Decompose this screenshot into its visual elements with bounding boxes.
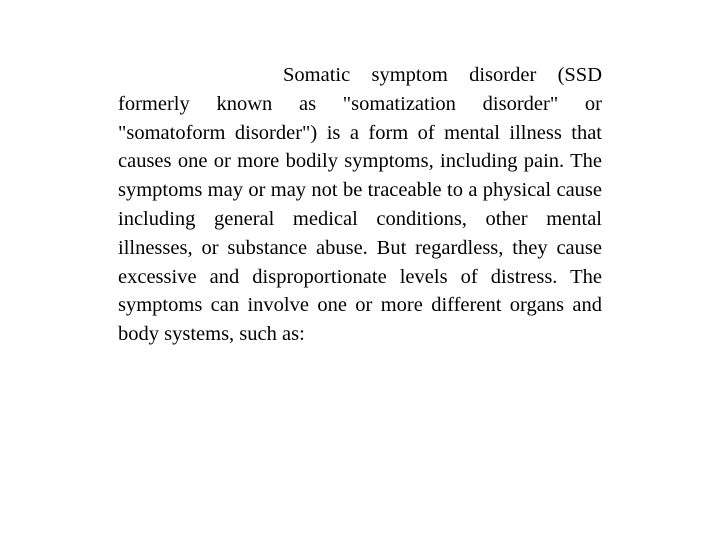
- body-paragraph: Somatic symptom disorder (SSD formerly known as "somatization disorder" or "somatoform disorder") is a form of mental illness that causes one or more bodily symptoms, including pain. The symptoms may or may not be traceable to a physical cause including general medical conditions, other mental illnesses, or substance abuse. But regardless, they cause excessive and disproportionate levels of distress. The symptoms can involve one or more different organs and body systems, such as:: [118, 64, 602, 346]
